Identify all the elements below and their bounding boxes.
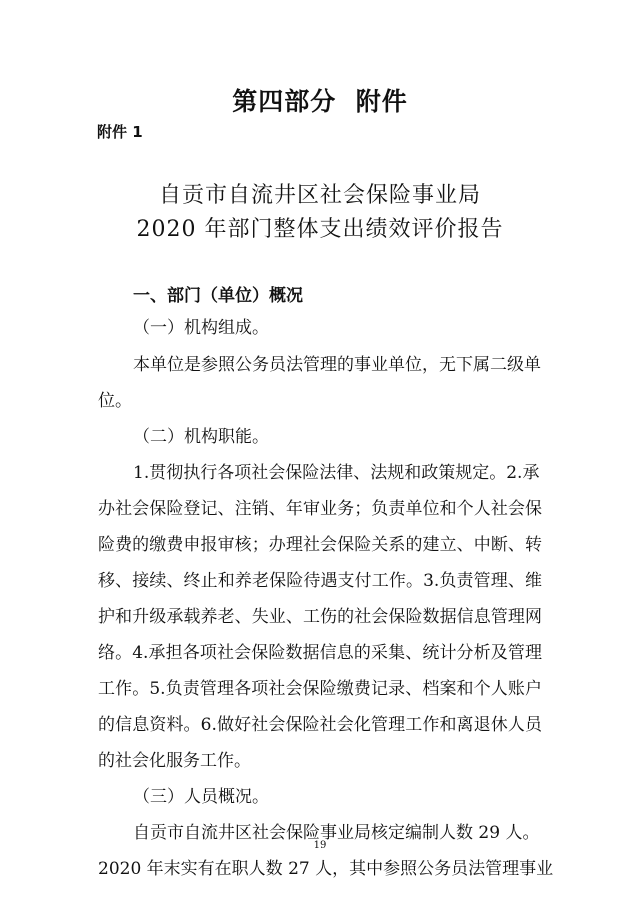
paragraph-line: 1.贯彻执行各项社会保险法律、法规和政策规定。2.承 <box>133 463 540 483</box>
paragraph-line: 2020 年末实有在职人数 27 人，其中参照公务员法管理事业 <box>98 859 554 879</box>
subsection-heading: （二）机构职能。 <box>133 427 269 447</box>
paragraph-line: 自贡市自流井区社会保险事业局核定编制人数 29 人。 <box>133 823 540 843</box>
page-number: 19 <box>313 840 327 851</box>
subsection-heading: （三）人员概况。 <box>133 787 269 807</box>
paragraph-line: 位。 <box>98 391 132 411</box>
paragraph-line: 的社会化服务工作。 <box>98 751 251 771</box>
paragraph-line: 移、接续、终止和养老保险待遇支付工作。3.负责管理、维 <box>98 571 542 591</box>
part-title: 第四部分 附件 <box>232 87 408 116</box>
paragraph-line: 工作。5.负责管理各项社会保险缴费记录、档案和个人账户 <box>98 679 542 699</box>
paragraph-line: 护和升级承载养老、失业、工伤的社会保险数据信息管理网 <box>98 607 542 627</box>
report-title-line2: 2020 年部门整体支出绩效评价报告 <box>136 217 504 242</box>
paragraph-line: 的信息资料。6.做好社会保险社会化管理工作和离退休人员 <box>98 715 542 735</box>
paragraph-line: 办社会保险登记、注销、年审业务；负责单位和个人社会保 <box>98 499 542 519</box>
report-title-line1: 自贡市自流井区社会保险事业局 <box>158 183 481 208</box>
attachment-label: 附件 1 <box>97 123 143 141</box>
section-heading: 一、部门（单位）概况 <box>133 286 303 306</box>
subsection-heading: （一）机构组成。 <box>133 318 269 338</box>
paragraph-line: 险费的缴费申报审核；办理社会保险关系的建立、中断、转 <box>98 535 542 555</box>
paragraph-line: 络。4.承担各项社会保险数据信息的采集、统计分析及管理 <box>98 643 542 663</box>
paragraph-line: 本单位是参照公务员法管理的事业单位，无下属二级单 <box>133 355 541 375</box>
